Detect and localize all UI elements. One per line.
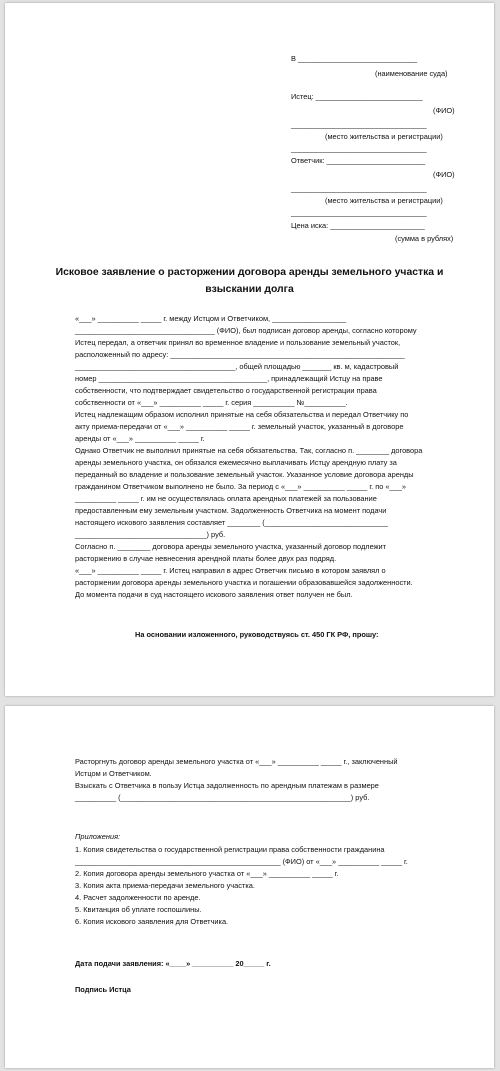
defendant-field: Ответчик: ________________________ bbox=[291, 156, 426, 165]
body-line: собственности от «___» __________ _____ г. серия __________ №__________. bbox=[75, 398, 348, 407]
body-line: номер _________________________________________, принадлежащий Истцу на праве bbox=[75, 374, 383, 383]
defendant-address-line: _________________________________ bbox=[291, 184, 427, 193]
body-line: _______________________________________, общей площадью _______ кв. м, кадастровый bbox=[75, 362, 399, 371]
claim-value-field: Цена иска: _______________________ bbox=[291, 221, 425, 230]
body-line: Истец передал, а ответчик принял во временное владение и пользование земельный участок, bbox=[75, 338, 401, 347]
claim-value-caption: (сумма в рублях) bbox=[395, 234, 454, 243]
body-line: «___» __________ _____ г. между Истцом и Ответчиком, __________________ bbox=[75, 314, 347, 323]
attachment-item: 6. Копия искового заявления для Ответчика. bbox=[75, 917, 229, 926]
request-line: __________ (________________________________________________________) руб. bbox=[75, 793, 370, 802]
body-line: настоящего искового заявления составляет ________ (______________________________ bbox=[75, 518, 389, 527]
document-page-1 bbox=[5, 3, 494, 696]
defendant-address-line-2: _________________________________ bbox=[291, 208, 427, 217]
body-line: Истец надлежащим образом исполнил принятые на себя обязательства и передал Ответчику по bbox=[75, 410, 409, 419]
body-line: акту приема-передачи от «___» __________ _____ г. земельный участок, указанный в договоре bbox=[75, 422, 404, 431]
body-line: расположенный по адресу: _________________________________________________________ bbox=[75, 350, 405, 359]
request-line: Взыскать с Ответчика в пользу Истца задолженность по арендным платежам в размере bbox=[75, 781, 379, 790]
attachment-item: 1. Копия свидетельства о государственной регистрации права собственности гражданина bbox=[75, 845, 385, 854]
attachments-heading: Приложения: bbox=[75, 832, 121, 841]
body-line: «___» __________ _____ г. Истец направил в адрес Ответчик письмо в котором заявлял о bbox=[75, 566, 386, 575]
body-line: Однако Ответчик не выполнил принятые на себя обязательства. Так, согласно п. ________ договора bbox=[75, 446, 423, 455]
document-title-line-2: взыскании долга bbox=[205, 284, 294, 295]
plaintiff-field: Истец: __________________________ bbox=[291, 92, 423, 101]
plaintiff-address-line-2: _________________________________ bbox=[291, 144, 427, 153]
plaintiff-address-caption: (место жительства и регистрации) bbox=[325, 132, 443, 141]
request-line: Расторгнуть договор аренды земельного участка от «___» __________ _____ г., заключенный bbox=[75, 757, 398, 766]
attachment-item: __________________________________________________ (ФИО) от «___» __________ _____ г. bbox=[75, 857, 408, 866]
body-line: __________________________________ (ФИО), был подписан договор аренды, согласно которому bbox=[75, 326, 417, 335]
court-caption: (наименование суда) bbox=[375, 69, 448, 78]
court-field: В _____________________________ bbox=[291, 54, 418, 63]
defendant-address-caption: (место жительства и регистрации) bbox=[325, 196, 443, 205]
attachment-item: 2. Копия договора аренды земельного участка от «___» __________ _____ г. bbox=[75, 869, 339, 878]
document-page-2 bbox=[5, 706, 494, 1068]
body-line: собственности, что подтверждает свидетельство о государственной регистрации права bbox=[75, 386, 377, 395]
filing-date-line: Дата подачи заявления: «____» __________ 20_____ г. bbox=[75, 959, 271, 968]
body-line: Согласно п. ________ договора аренды земельного участка, указанный договор подлежит bbox=[75, 542, 387, 551]
body-line: предоставленным ему земельным участком. Задолженность Ответчика на момент подачи bbox=[75, 506, 387, 515]
body-line: ________________________________) руб. bbox=[75, 530, 226, 539]
body-line: __________ _____ г. им не осуществлялась оплата арендных платежей за пользование bbox=[75, 494, 377, 503]
plaintiff-name-caption: (ФИО) bbox=[433, 106, 455, 115]
body-line: переданный во владение и пользование земельный участок. Указанное условие договора аренды bbox=[75, 470, 414, 479]
body-line: расторжении договора аренды земельного участка и погашении образовавшейся задолженности. bbox=[75, 578, 413, 587]
document-title-line-1: Исковое заявление о расторжении договора аренды земельного участка и bbox=[55, 267, 444, 278]
attachment-item: 4. Расчет задолженности по аренде. bbox=[75, 893, 201, 902]
plaintiff-address-line: _________________________________ bbox=[291, 120, 427, 129]
plaintiff-signature-line: Подпись Истца bbox=[75, 985, 131, 994]
closing-request-line: На основании изложенного, руководствуясь ст. 450 ГК РФ, прошу: bbox=[135, 630, 379, 639]
body-line: гражданином Ответчиком выполнено не было. За период с «___» __________ _____ г. по «___» bbox=[75, 482, 406, 491]
attachment-item: 3. Копия акта приема-передачи земельного участка. bbox=[75, 881, 255, 890]
body-line: До момента подачи в суд настоящего искового заявления ответ получен не был. bbox=[75, 590, 353, 599]
body-line: аренды земельного участка, он обязался ежемесячно выплачивать Истцу арендную плату за bbox=[75, 458, 397, 467]
body-line: расторжению в случае невнесения арендной платы более двух раз подряд. bbox=[75, 554, 337, 563]
request-line: Истцом и Ответчиком. bbox=[75, 769, 152, 778]
body-line: аренды от «___» __________ _____ г. bbox=[75, 434, 205, 443]
attachment-item: 5. Квитанция об уплате госпошлины. bbox=[75, 905, 202, 914]
defendant-name-caption: (ФИО) bbox=[433, 170, 455, 179]
